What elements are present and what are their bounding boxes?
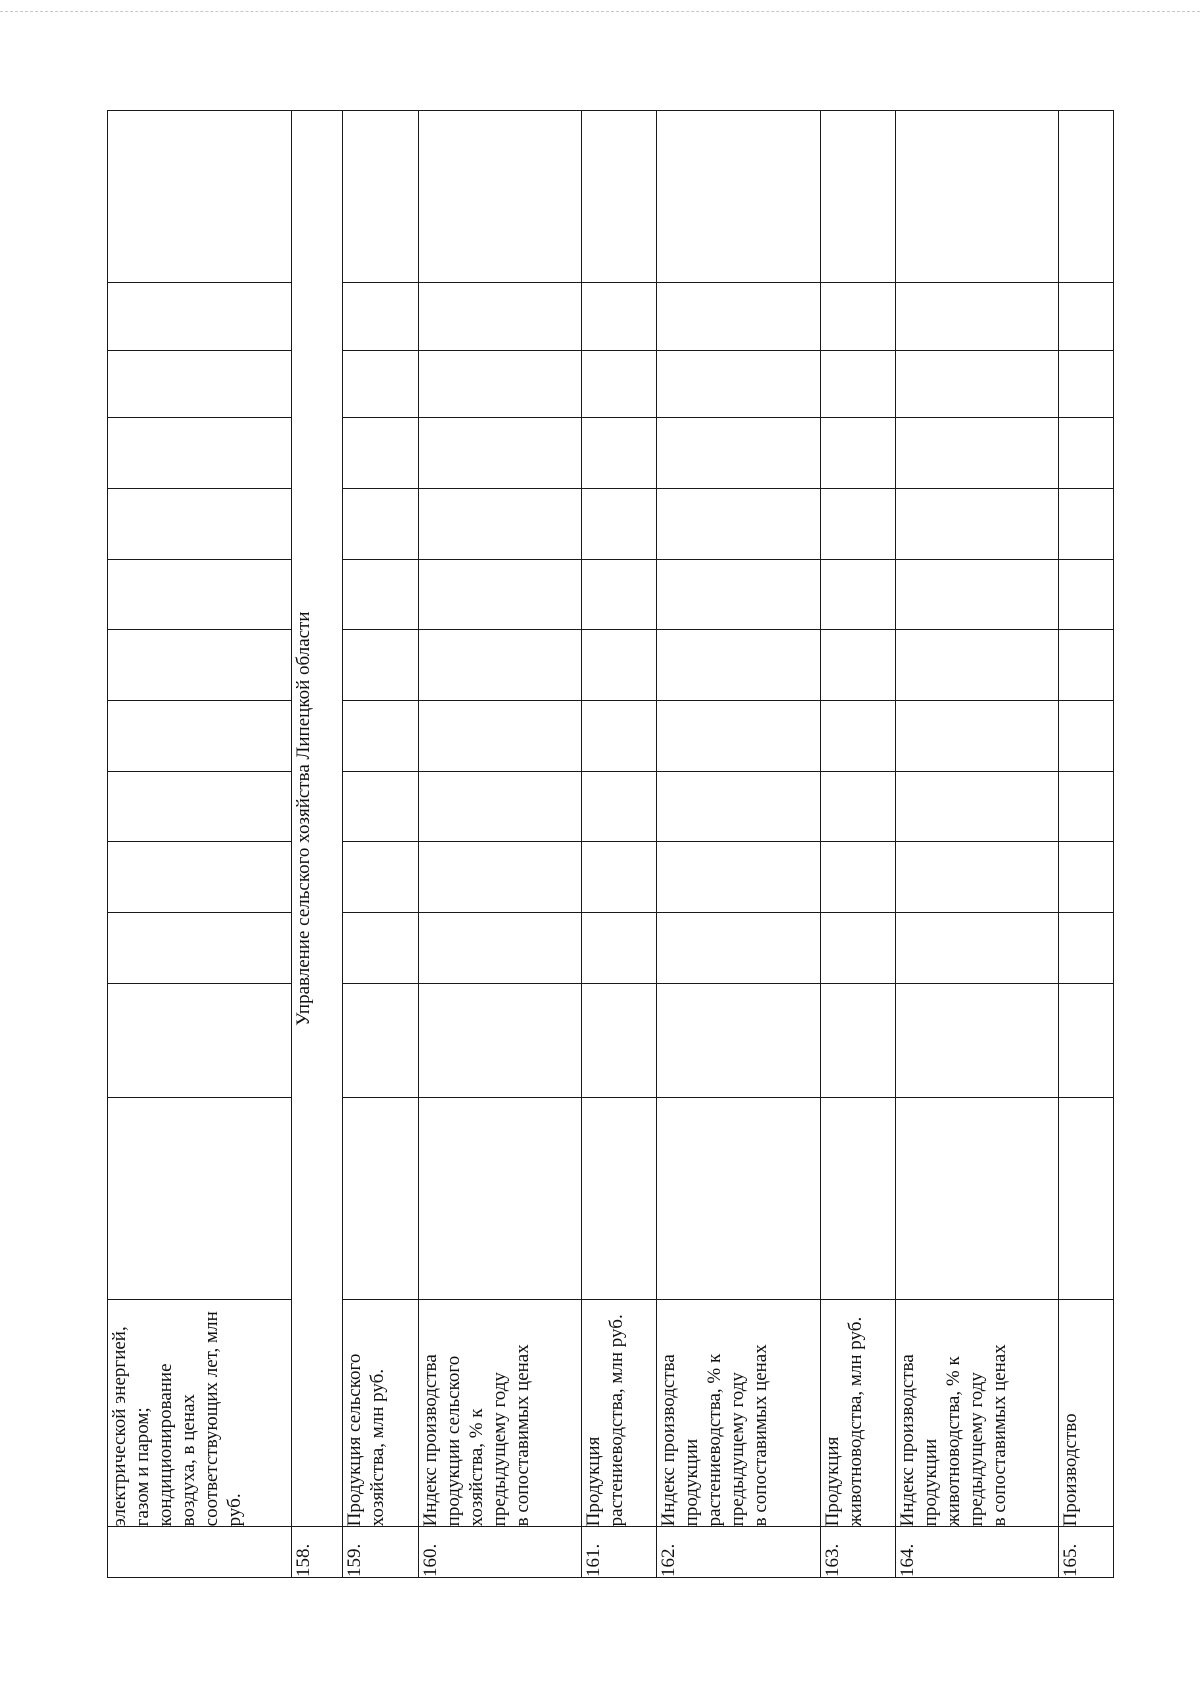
value-cell [820, 559, 895, 630]
value-cell [1059, 771, 1114, 842]
value-cell [1059, 913, 1114, 984]
value-cell [581, 771, 656, 842]
value-cell [343, 842, 418, 913]
value-cell [820, 983, 895, 1097]
value-cell [581, 1097, 656, 1300]
table-row [1059, 111, 1114, 1578]
value-cell [1059, 488, 1114, 559]
value-cell [895, 111, 1058, 283]
value-cell [657, 418, 820, 489]
value-cell [657, 559, 820, 630]
value-cell [343, 630, 418, 701]
value-cell [581, 488, 656, 559]
value-cell [820, 842, 895, 913]
indicator-name-cell: Продукция растениеводства, млн руб. [581, 1300, 656, 1527]
value-cell [343, 983, 418, 1097]
value-cell [418, 771, 581, 842]
value-cell [108, 842, 292, 913]
value-cell [895, 701, 1058, 772]
table-row [820, 111, 895, 1578]
indicator-name-cell: электрической энергией, газом и паром; кондиционирование воздуха, в ценах соответствующих лет, млн руб. [108, 1300, 292, 1527]
value-cell [418, 913, 581, 984]
value-cell [895, 350, 1058, 418]
value-cell [657, 913, 820, 984]
value-cell [418, 111, 581, 283]
row-number-cell: 165. [1059, 1527, 1114, 1578]
indicator-name-cell: Продукция сельского хозяйства, млн руб. [343, 1300, 418, 1527]
value-cell [108, 418, 292, 489]
value-cell [657, 630, 820, 701]
value-cell [895, 1097, 1058, 1300]
value-cell [343, 701, 418, 772]
value-cell [820, 350, 895, 418]
value-cell [418, 1097, 581, 1300]
value-cell [581, 842, 656, 913]
value-cell [108, 559, 292, 630]
value-cell [895, 983, 1058, 1097]
value-cell [108, 283, 292, 351]
value-cell [581, 418, 656, 489]
row-number-cell: 159. [343, 1527, 418, 1578]
value-cell [820, 1097, 895, 1300]
value-cell [820, 913, 895, 984]
value-cell [108, 1097, 292, 1300]
value-cell [1059, 701, 1114, 772]
row-number-cell: 158. [291, 1527, 343, 1578]
value-cell [343, 418, 418, 489]
indicator-name-cell: Индекс производства продукции животноводства, % к предыдущему году в сопоставимых ценах [895, 1300, 1058, 1527]
indicator-name-cell: Индекс производства продукции растениеводства, % к предыдущему году в сопоставимых ценах [657, 1300, 820, 1527]
table-row [108, 111, 292, 1578]
value-cell [581, 913, 656, 984]
value-cell [418, 983, 581, 1097]
value-cell [657, 842, 820, 913]
indicator-name-cell: Индекс производства продукции сельского хозяйства, % к предыдущему году в сопоставимых ценах [418, 1300, 581, 1527]
rotated-table-wrapper [107, 110, 1114, 1578]
value-cell [895, 630, 1058, 701]
value-cell [895, 283, 1058, 351]
row-number-cell: 161. [581, 1527, 656, 1578]
value-cell [657, 771, 820, 842]
value-cell [581, 111, 656, 283]
value-cell [657, 983, 820, 1097]
value-cell [418, 559, 581, 630]
value-cell [581, 350, 656, 418]
value-cell [108, 913, 292, 984]
value-cell [820, 418, 895, 489]
value-cell [581, 701, 656, 772]
value-cell [343, 913, 418, 984]
row-number-cell: 164. [895, 1527, 1058, 1578]
row-number-cell: 160. [418, 1527, 581, 1578]
value-cell [581, 283, 656, 351]
value-cell [418, 350, 581, 418]
value-cell [418, 283, 581, 351]
value-cell [581, 559, 656, 630]
value-cell [343, 488, 418, 559]
value-cell [1059, 842, 1114, 913]
scan-edge-line [0, 11, 1200, 12]
indicator-name-cell: Производство [1059, 1300, 1114, 1527]
table-row [418, 111, 581, 1578]
value-cell [1059, 418, 1114, 489]
value-cell [343, 771, 418, 842]
value-cell [418, 488, 581, 559]
value-cell [820, 111, 895, 283]
value-cell [418, 701, 581, 772]
value-cell [820, 701, 895, 772]
table-row [291, 111, 343, 1578]
value-cell [895, 488, 1058, 559]
value-cell [1059, 350, 1114, 418]
value-cell [343, 283, 418, 351]
value-cell [343, 1097, 418, 1300]
value-cell [1059, 630, 1114, 701]
value-cell [1059, 559, 1114, 630]
value-cell [657, 488, 820, 559]
value-cell [1059, 111, 1114, 283]
value-cell [1059, 1097, 1114, 1300]
value-cell [343, 111, 418, 283]
indicator-name-cell: Продукция животноводства, млн руб. [820, 1300, 895, 1527]
section-header-cell: Управление сельского хозяйства Липецкой области [291, 111, 343, 1527]
value-cell [895, 559, 1058, 630]
value-cell [820, 488, 895, 559]
value-cell [343, 350, 418, 418]
value-cell [895, 771, 1058, 842]
row-number-cell [108, 1527, 292, 1578]
row-number-cell: 162. [657, 1527, 820, 1578]
value-cell [657, 701, 820, 772]
value-cell [657, 111, 820, 283]
table-row [343, 111, 418, 1578]
table-row [581, 111, 656, 1578]
value-cell [581, 983, 656, 1097]
value-cell [657, 1097, 820, 1300]
indicators-table [107, 110, 1114, 1578]
value-cell [108, 771, 292, 842]
value-cell [418, 418, 581, 489]
value-cell [108, 630, 292, 701]
value-cell [1059, 283, 1114, 351]
value-cell [895, 913, 1058, 984]
value-cell [108, 488, 292, 559]
value-cell [1059, 983, 1114, 1097]
value-cell [581, 630, 656, 701]
value-cell [343, 559, 418, 630]
value-cell [820, 630, 895, 701]
value-cell [657, 350, 820, 418]
value-cell [108, 111, 292, 283]
value-cell [820, 283, 895, 351]
value-cell [108, 701, 292, 772]
value-cell [418, 630, 581, 701]
value-cell [108, 983, 292, 1097]
value-cell [895, 842, 1058, 913]
table-row [657, 111, 820, 1578]
value-cell [108, 350, 292, 418]
row-number-cell: 163. [820, 1527, 895, 1578]
value-cell [418, 842, 581, 913]
table-row [895, 111, 1058, 1578]
value-cell [820, 771, 895, 842]
value-cell [895, 418, 1058, 489]
value-cell [657, 283, 820, 351]
